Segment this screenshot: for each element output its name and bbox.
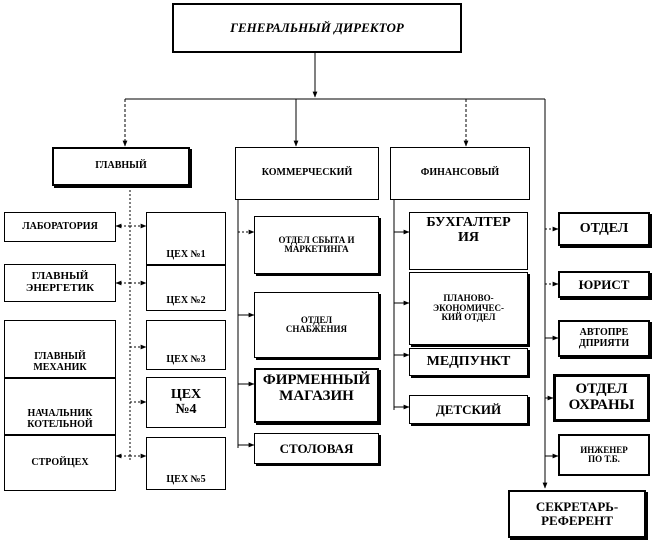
- workshop-4-box: ЦЕХ №4: [146, 377, 226, 428]
- accounting-box: БУХГАЛТЕР ИЯ: [409, 212, 528, 270]
- planning-economic-dept-box: ПЛАНОВО- ЭКОНОМИЧЕС- КИЙ ОТДЕЛ: [409, 272, 528, 345]
- workshop-5-box: ЦЕХ №5: [146, 437, 226, 490]
- boiler-head-box: НАЧАЛЬНИК КОТЕЛЬНОЙ: [4, 378, 116, 435]
- construction-shop-box: СТРОЙЦЕХ: [4, 435, 116, 491]
- chief-mechanic-box: ГЛАВНЫЙ МЕХАНИК: [4, 320, 116, 378]
- kindergarten-box: ДЕТСКИЙ: [409, 395, 528, 424]
- workshop-2-box: ЦЕХ №2: [146, 265, 226, 311]
- general-director-box: ГЕНЕРАЛЬНЫЙ ДИРЕКТОР: [172, 3, 462, 53]
- lawyer-box: ЮРИСТ: [558, 271, 650, 298]
- safety-engineer-box: ИНЖЕНЕР ПО Т.Б.: [558, 434, 650, 476]
- supply-dept-box: ОТДЕЛ СНАБЖЕНИЯ: [254, 292, 379, 358]
- chief-header-box: ГЛАВНЫЙ: [52, 147, 190, 186]
- laboratory-box: ЛАБОРАТОРИЯ: [4, 212, 116, 242]
- sales-marketing-dept-box: ОТДЕЛ СБЫТА И МАРКЕТИНГА: [254, 216, 379, 274]
- workshop-1-box: ЦЕХ №1: [146, 212, 226, 265]
- secretary-box: СЕКРЕТАРЬ- РЕФЕРЕНТ: [508, 490, 646, 538]
- commercial-header-box: КОММЕРЧЕСКИЙ: [235, 147, 379, 200]
- motor-transport-box: АВТОПРЕ ДПРИЯТИ: [558, 320, 650, 357]
- chief-energy-engineer-box: ГЛАВНЫЙ ЭНЕРГЕТИК: [4, 264, 116, 302]
- security-dept-box: ОТДЕЛ ОХРАНЫ: [553, 374, 650, 422]
- financial-header-box: ФИНАНСОВЫЙ: [390, 147, 530, 200]
- medical-office-box: МЕДПУНКТ: [409, 348, 528, 376]
- workshop-3-box: ЦЕХ №3: [146, 320, 226, 370]
- brand-store-box: ФИРМЕННЫЙ МАГАЗИН: [254, 368, 379, 423]
- department-box: ОТДЕЛ: [558, 212, 650, 246]
- canteen-box: СТОЛОВАЯ: [254, 433, 379, 464]
